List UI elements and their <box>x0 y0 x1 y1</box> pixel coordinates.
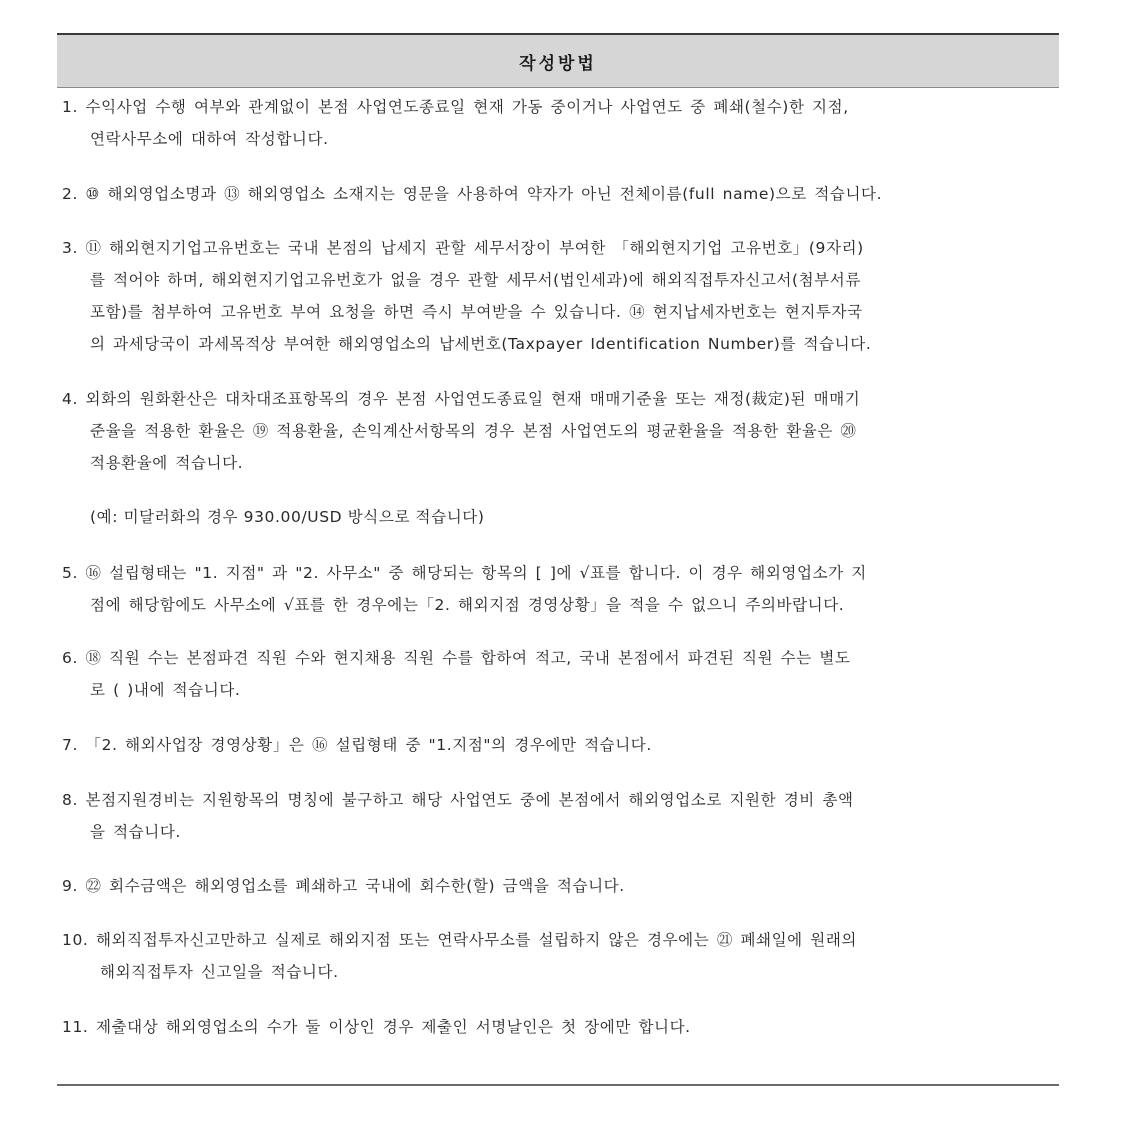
instruction-item-8 <box>62 784 1054 848</box>
instruction-line: 7. 「2. 해외사업장 경영상황」은 ⑯ 설립형태 중 "1.지점"의 경우에만 적습니다. <box>62 736 652 754</box>
instruction-item-9 <box>62 870 1054 902</box>
instruction-item-3 <box>62 232 1054 360</box>
instruction-line: 3. ⑪ 해외현지기업고유번호는 국내 본점의 납세지 관할 세무서장이 부여한 「해외현지기업 고유번호」(9자리) <box>62 239 864 257</box>
instruction-line: 1. 수익사업 수행 여부와 관계없이 본점 사업연도종료일 현재 가동 중이거나 사업연도 중 폐쇄(철수)한 지점, <box>62 98 849 116</box>
instruction-line: 로 ( )내에 적습니다. <box>90 681 241 699</box>
instruction-line: 11. 제출대상 해외영업소의 수가 둘 이상인 경우 제출인 서명날인은 첫 장에만 합니다. <box>62 1018 691 1036</box>
section-header <box>57 33 1059 88</box>
instruction-item-6 <box>62 642 1054 706</box>
example-note: (예: 미달러화의 경우 930.00/USD 방식으로 적습니다) <box>90 508 485 526</box>
instruction-item-4 <box>62 383 1054 479</box>
instruction-line: 연락사무소에 대하여 작성합니다. <box>90 130 329 148</box>
instruction-line: 8. 본점지원경비는 지원항목의 명칭에 불구하고 해당 사업연도 중에 본점에서 해외영업소로 지원한 경비 총액 <box>62 791 854 809</box>
instruction-line: 6. ⑱ 직원 수는 본점파견 직원 수와 현지채용 직원 수를 합하여 적고, 국내 본점에서 파견된 직원 수는 별도 <box>62 649 851 667</box>
section-title: 작성방법 <box>519 53 597 74</box>
instruction-line: 10. 해외직접투자신고만하고 실제로 해외지점 또는 연락사무소를 설립하지 않은 경우에는 ㉑ 폐쇄일에 원래의 <box>62 931 857 949</box>
instruction-line: 해외직접투자 신고일을 적습니다. <box>100 963 339 981</box>
bottom-divider <box>57 1084 1059 1086</box>
instruction-line: 을 적습니다. <box>90 823 181 841</box>
instruction-line: 적용환율에 적습니다. <box>90 454 244 472</box>
instruction-line: 의 과세당국이 과세목적상 부여한 해외영업소의 납세번호(Taxpayer Identification Number)를 적습니다. <box>90 335 872 353</box>
instruction-line: 포함)를 첨부하여 고유번호 부여 요청을 하면 즉시 부여받을 수 있습니다. ⑭ 현지납세자번호는 현지투자국 <box>90 303 863 321</box>
instruction-line: 준율을 적용한 환율은 ⑲ 적용환율, 손익계산서항목의 경우 본점 사업연도의 평균환율을 적용한 환율은 ⑳ <box>90 422 857 440</box>
instruction-item-11 <box>62 1011 1054 1043</box>
instruction-line: 2. ⑩ 해외영업소명과 ⑬ 해외영업소 소재지는 영문을 사용하여 약자가 아닌 전체이름(full name)으로 적습니다. <box>62 185 883 203</box>
instruction-item-1 <box>62 91 1054 155</box>
instruction-item-5 <box>62 557 1054 621</box>
instruction-line: 5. ⑯ 설립형태는 "1. 지점" 과 "2. 사무소" 중 해당되는 항목의 [ ]에 √표를 합니다. 이 경우 해외영업소가 지 <box>62 564 867 582</box>
instruction-item-10 <box>62 924 1054 988</box>
instruction-item-2 <box>62 178 1054 210</box>
instruction-line: 점에 해당함에도 사무소에 √표를 한 경우에는「2. 해외지점 경영상황」을 적을 수 없으니 주의바랍니다. <box>90 596 845 614</box>
instruction-item-7 <box>62 729 1054 761</box>
instruction-line: 를 적어야 하며, 해외현지기업고유번호가 없을 경우 관할 세무서(법인세과)에 해외직접투자신고서(첨부서류 <box>90 271 861 289</box>
instruction-line: 9. ㉒ 회수금액은 해외영업소를 폐쇄하고 국내에 회수한(할) 금액을 적습니다. <box>62 877 625 895</box>
instruction-line: 4. 외화의 원화환산은 대차대조표항목의 경우 본점 사업연도종료일 현재 매매기준율 또는 재정(裁定)된 매매기 <box>62 390 861 408</box>
